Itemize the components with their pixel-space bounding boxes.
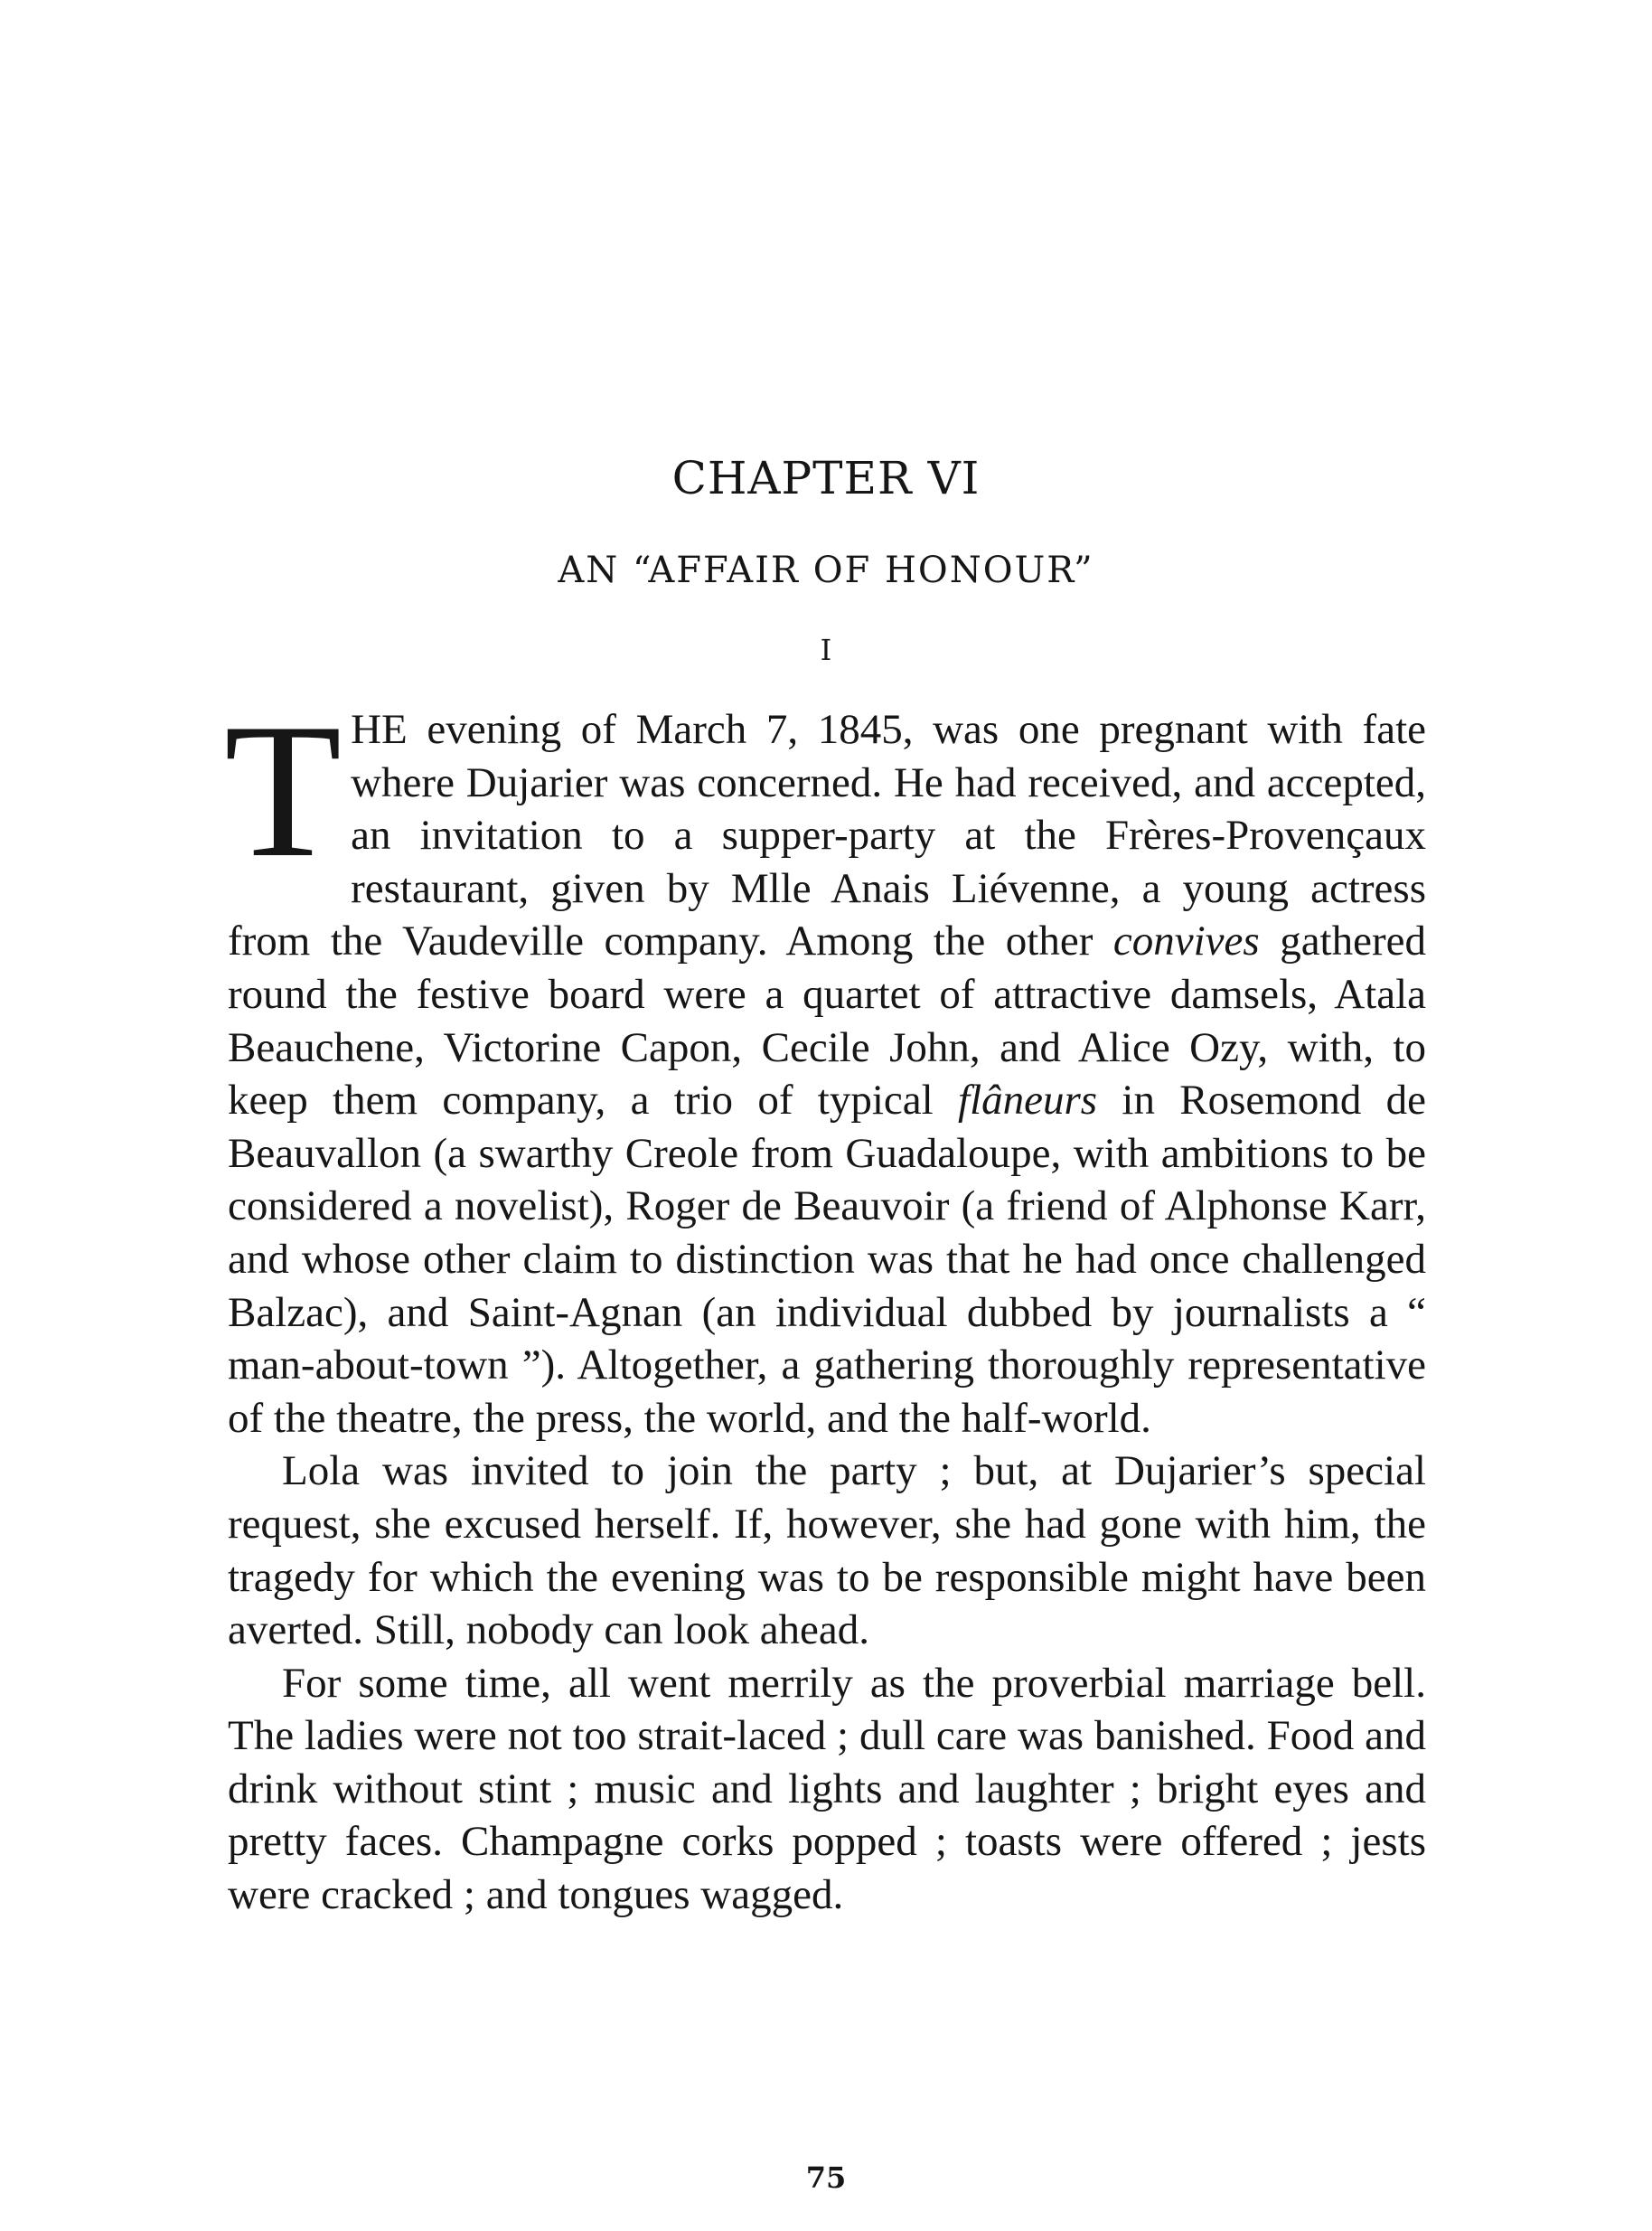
paragraph-lead-word: HE [351, 706, 408, 753]
chapter-subtitle: AN “AFFAIR OF HONOUR” [558, 550, 1094, 591]
paragraph-1-text-c: in Rosemond de Beauvallon (a swarthy Creole from Guadaloupe, with ambitions to be considered a novelist), Roger de Beauvoir (a friend of Alphonse Karr, and whose other claim to distinction was that he had once challenged Balzac), and Saint-Agnan (an individual dubbed by journalists a “ man-about-town ”). Altogether, a gathering thoroughly representative of the theatre, the press, the world, and the half-world. [228, 1077, 1426, 1442]
chapter-title: CHAPTER VI [671, 452, 981, 504]
paragraph-3: For some time, all went merrily as the proverbial marriage bell. The ladies were not too strait-laced ; dull care was banished. Food and drink without stint ; music and lights and laughter ; bright eyes and pretty faces. Champagne corks popped ; toasts were offered ; jests were cracked ; and tongues wagged. [228, 1659, 1426, 1919]
italic-term-flaneurs: flâneurs [958, 1077, 1098, 1125]
italic-term-convives: convives [1112, 918, 1260, 965]
paragraph-1 [224, 684, 1426, 1445]
drop-cap: T [224, 684, 343, 898]
page-number: 75 [805, 2160, 847, 2195]
paragraph-1-text-a: evening of March 7, 1845, was one pregnant with fate where Dujarier was concerned. He had received, and accepted, an invitation to a supper-party at the Frères-Provençaux restaurant, given by Mlle Anais Liévenne, a young actress from the Vaudeville company. Among the other [228, 706, 1426, 965]
body-text [224, 684, 1426, 1922]
paragraph-2: Lola was invited to join the party ; but, at Dujarier’s special request, she excused herself. If, however, she had gone with him, the tragedy for which the evening was to be responsible might have been averted. Still, nobody can look ahead. [228, 1447, 1426, 1654]
paragraph-1-text-b: gathered round the festive board were a quartet of attractive damsels, Atala Beauchene, Victorine Capon, Cecile John, and Alice Ozy, with, to keep them company, a trio of typical [228, 918, 1426, 1125]
section-numeral: I [820, 633, 832, 667]
